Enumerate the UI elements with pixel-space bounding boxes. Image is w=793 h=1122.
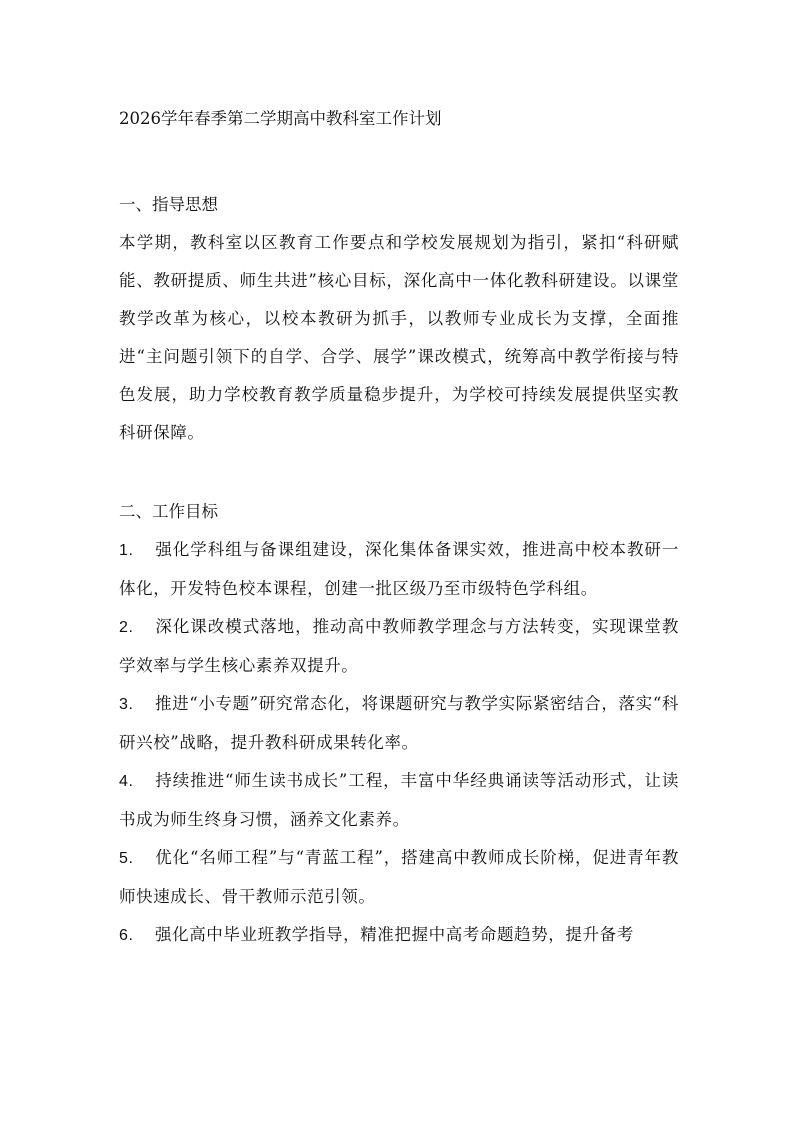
goal-text: 强化高中毕业班教学指导，精准把握中高考命题趋势，提升备考 bbox=[155, 925, 634, 944]
goal-number: 6. bbox=[119, 927, 134, 944]
list-item bbox=[119, 916, 679, 955]
goal-paragraph bbox=[119, 685, 679, 762]
goal-paragraph bbox=[119, 531, 679, 608]
goal-text: 推进“小专题”研究常态化，将课题研究与教学实际紧密结合，落实“科研兴校”战略，提升教科研成果转化率。 bbox=[119, 694, 679, 752]
guiding-ideology-paragraph: 本学期，教科室以区教育工作要点和学校发展规划为指引，紧扣“科研赋能、教研提质、师生共进”核心目标，深化高中一体化教科研建设。以课堂教学改革为核心，以校本教研为抓手，以教师专业成长为支撑，全面推进“主问题引领下的自学、合学、展学”课改模式，统筹高中教学衔接与特色发展，助力学校教育教学质量稳步提升，为学校可持续发展提供坚实教科研保障。 bbox=[119, 233, 679, 442]
document-title: 2026学年春季第二学期高中教科室工作计划 bbox=[119, 109, 442, 128]
goal-number: 1. bbox=[119, 542, 134, 559]
document-content bbox=[119, 100, 679, 955]
goal-number: 2. bbox=[119, 619, 134, 636]
list-item bbox=[119, 839, 679, 916]
work-goals-list bbox=[119, 531, 679, 955]
goal-number: 5. bbox=[119, 850, 134, 867]
goal-text: 持续推进“师生读书成长”工程，丰富中华经典诵读等活动形式，让读书成为师生终身习惯，涵养文化素养。 bbox=[119, 771, 679, 829]
goal-text: 强化学科组与备课组建设，深化集体备课实效，推进高中校本教研一体化，开发特色校本课程，创建一批区级乃至市级特色学科组。 bbox=[119, 540, 679, 598]
goal-paragraph bbox=[119, 916, 634, 955]
section-heading-work-goals: 二、工作目标 bbox=[119, 502, 218, 521]
list-item bbox=[119, 685, 679, 762]
goal-number: 3. bbox=[119, 696, 134, 713]
section-heading-guiding-ideology: 一、指导思想 bbox=[119, 195, 218, 214]
spacer bbox=[119, 452, 679, 493]
goal-paragraph bbox=[119, 839, 679, 916]
goal-paragraph bbox=[119, 762, 679, 839]
goal-number: 4. bbox=[119, 773, 134, 790]
list-item bbox=[119, 531, 679, 608]
goal-text: 优化“名师工程”与“青蓝工程”，搭建高中教师成长阶梯，促进青年教师快速成长、骨干教师示范引领。 bbox=[119, 848, 679, 906]
goal-paragraph bbox=[119, 608, 679, 685]
goal-text: 深化课改模式落地，推动高中教师教学理念与方法转变，实现课堂教学效率与学生核心素养双提升。 bbox=[119, 617, 679, 675]
list-item bbox=[119, 762, 679, 839]
spacer bbox=[119, 138, 679, 186]
list-item bbox=[119, 608, 679, 685]
